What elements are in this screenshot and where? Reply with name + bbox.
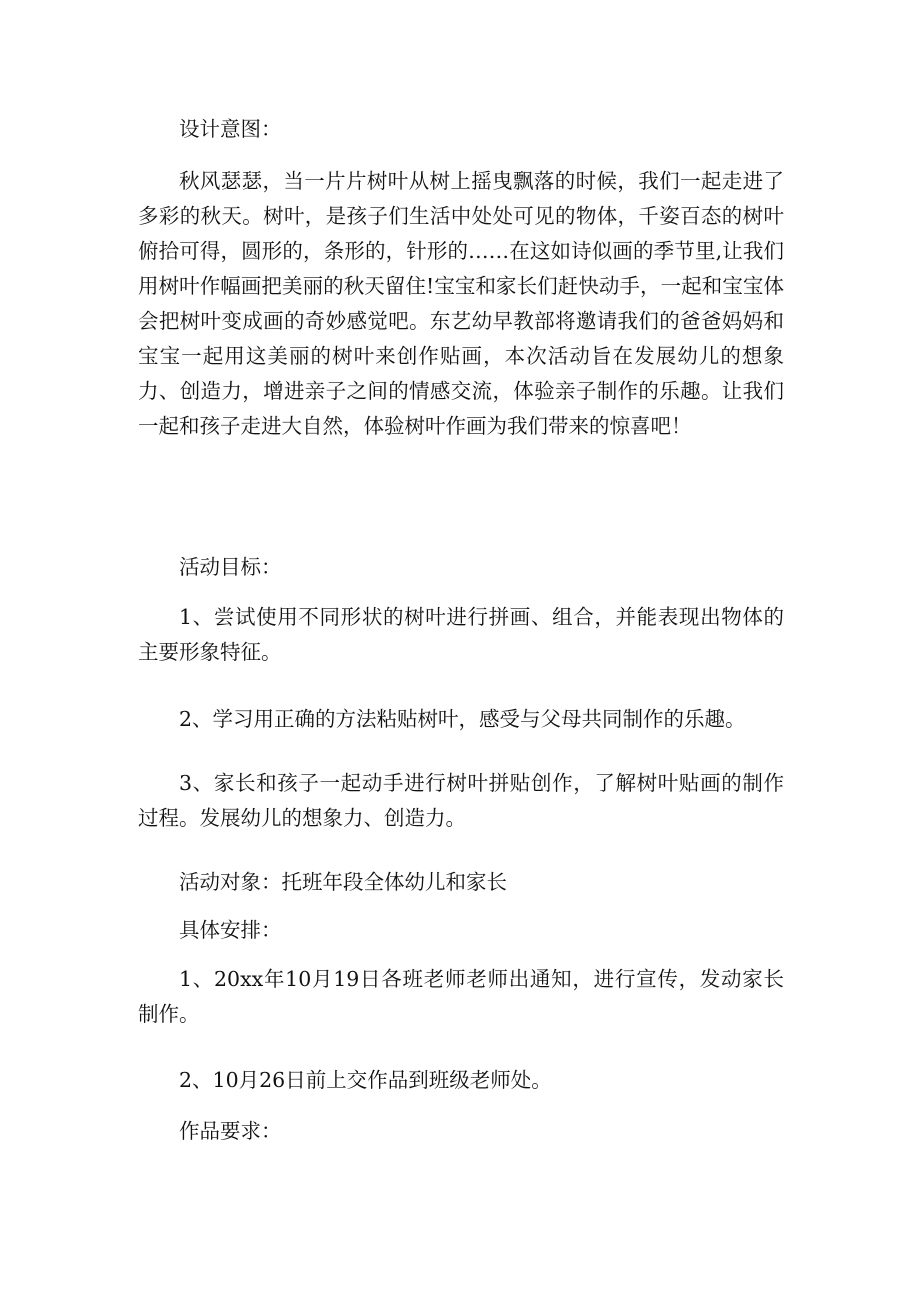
heading-design-intent: 设计意图： — [179, 117, 282, 141]
paragraph-design-intent-body: 秋风瑟瑟，当一片片树叶从树上摇曳飘落的时候，我们一起走进了多彩的秋天。树叶，是孩子们生活中处处可见的物体，千姿百态的树叶俯拾可得，圆形的，条形的，针形的……在这如诗似画的季节里,让我们用树叶作幅画把美丽的秋天留住!宝宝和家长们赶快动手，一起和宝宝体会把树叶变成画的奇妙感觉吧。东艺幼早教部将邀请我们的爸爸妈妈和宝宝一起用这美丽的树叶来创作贴画，本次活动旨在发展幼儿的想象力、创造力，增进亲子之间的情感交流，体验亲子制作的乐趣。让我们一起和孩子走进大自然，体验树叶作画为我们带来的惊喜吧！ — [138, 169, 784, 438]
goal-item-3: 3、家长和孩子一起动手进行树叶拼贴创作，了解树叶贴画的制作过程。发展幼儿的想象力、创造力。 — [138, 771, 784, 830]
schedule-item-2: 2、10月26日前上交作品到班级老师处。 — [179, 1068, 552, 1092]
heading-schedule: 具体安排： — [179, 918, 282, 942]
activity-participants: 活动对象：托班年段全体幼儿和家长 — [179, 870, 507, 894]
goal-item-1: 1、尝试使用不同形状的树叶进行拼画、组合，并能表现出物体的主要形象特征。 — [138, 605, 784, 664]
heading-activity-goals: 活动目标： — [179, 555, 282, 579]
heading-work-requirements: 作品要求： — [179, 1119, 282, 1143]
schedule-item-1: 1、20xx年10月19日各班老师老师出通知，进行宣传，发动家长制作。 — [138, 967, 784, 1026]
goal-item-2: 2、学习用正确的方法粘贴树叶，感受与父母共同制作的乐趣。 — [179, 707, 746, 731]
